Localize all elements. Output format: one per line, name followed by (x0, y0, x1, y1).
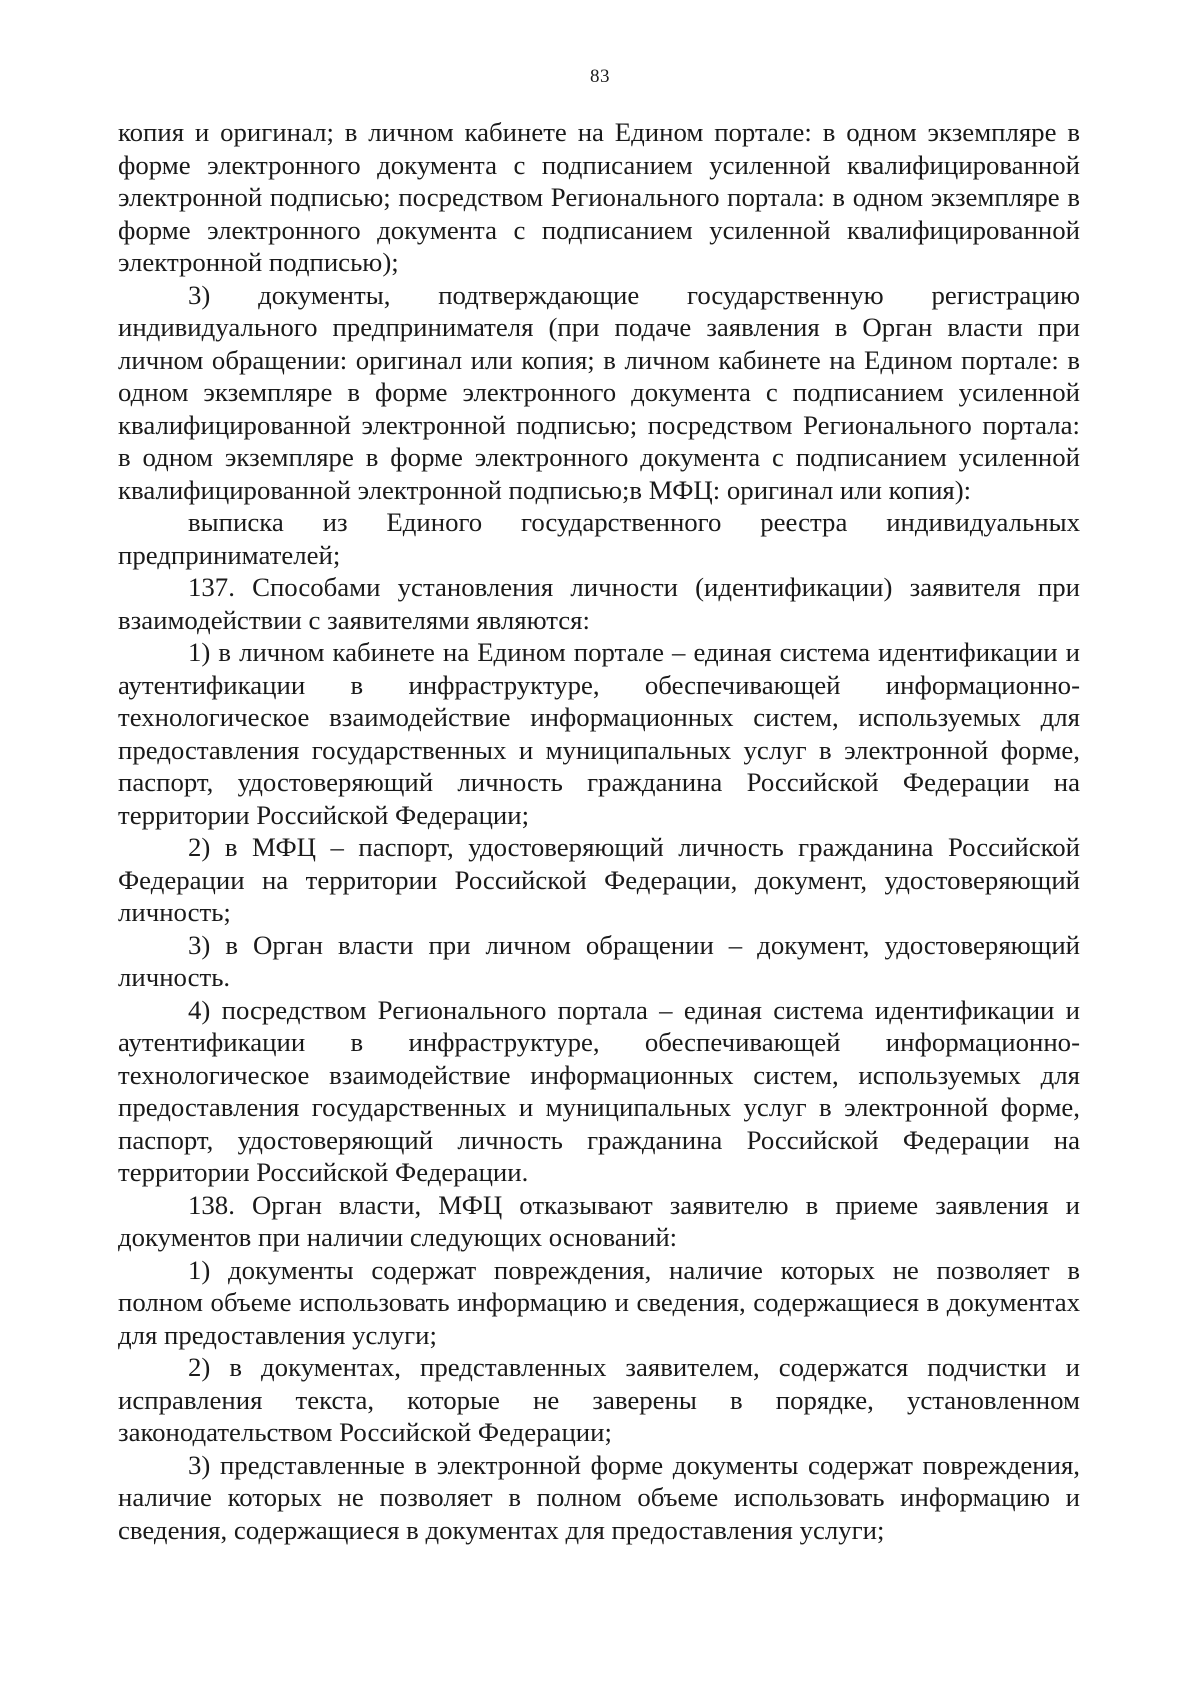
paragraph-continuation: копия и оригинал; в личном кабинете на Едином портале: в одном экземпляре в форме электронного документа с подписанием усиленной квалифицированной электронной подписью; посредством Регионального портала: в одном экземпляре в форме электронного документа с подписанием усиленной квалифицированной электронной подписью); (118, 117, 1080, 277)
document-body (118, 116, 1080, 1546)
paragraph-137-item-2: 2) в МФЦ – паспорт, удостоверяющий личность гражданина Российской Федерации на территории Российской Федерации, документ, удостоверяющий личность; (118, 832, 1080, 927)
paragraph-137: 137. Способами установления личности (идентификации) заявителя при взаимодействии с заявителями являются: (118, 572, 1080, 635)
paragraph-item-3-registration-docs: 3) документы, подтверждающие государственную регистрацию индивидуального предпринимателя (при подаче заявления в Орган власти при личном обращении: оригинал или копия; в личном кабинете на Едином портале: в одном экземпляре в форме электронного документа с подписанием усиленной квалифицированной электронной подписью; посредством Регионального портала: в одном экземпляре в форме электронного документа с подписанием усиленной квалифицированной электронной подписью;в МФЦ: оригинал или копия): (118, 279, 1080, 505)
paragraph-138: 138. Орган власти, МФЦ отказывают заявителю в приеме заявления и документов при наличии следующих оснований: (118, 1189, 1080, 1252)
paragraph-137-item-3: 3) в Орган власти при личном обращении – документ, удостоверяющий личность. (118, 929, 1080, 992)
paragraph-138-item-3: 3) представленные в электронной форме документы содержат повреждения, наличие которых не позволяет в полном объеме использовать информацию и сведения, содержащиеся в документах для предоставления услуги; (118, 1449, 1080, 1545)
paragraph-137-item-1: 1) в личном кабинете на Едином портале – единая система идентификации и аутентификации в инфраструктуре, обеспечивающей информационно-технологическое взаимодействие информационных систем, используемых для предоставления государственных и муниципальных услуг в электронной форме, паспорт, удостоверяющий личность гражданина Российской Федерации на территории Российской Федерации; (118, 637, 1080, 830)
paragraph-egrip-extract: выписка из Единого государственного реестра индивидуальных предпринимателей; (118, 507, 1080, 570)
paragraph-137-item-4: 4) посредством Регионального портала – единая система идентификации и аутентификации в инфраструктуре, обеспечивающей информационно-технологическое взаимодействие информационных систем, используемых для предоставления государственных и муниципальных услуг в электронной форме, паспорт, удостоверяющий личность гражданина Российской Федерации на территории Российской Федерации. (118, 994, 1080, 1187)
paragraph-138-item-1: 1) документы содержат повреждения, наличие которых не позволяет в полном объеме использовать информацию и сведения, содержащиеся в документах для предоставления услуги; (118, 1254, 1080, 1350)
paragraph-138-item-2: 2) в документах, представленных заявителем, содержатся подчистки и исправления текста, которые не заверены в порядке, установленном законодательством Российской Федерации; (118, 1352, 1080, 1447)
page-number: 83 (590, 66, 610, 87)
